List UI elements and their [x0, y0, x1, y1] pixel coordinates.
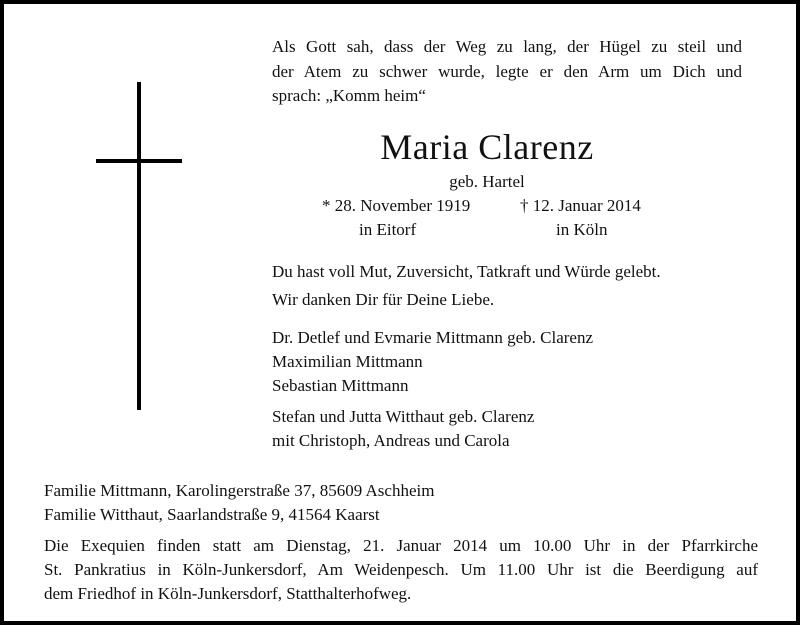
birth-name: geb. Hartel — [449, 172, 525, 191]
quote-line-3: sprach: „Komm heim“ — [272, 86, 426, 105]
deceased-name: Maria Clarenz — [380, 127, 594, 167]
mourner-line: mit Christoph, Andreas und Carola — [272, 431, 510, 450]
death-place: in Köln — [556, 220, 608, 239]
address-line: Familie Witthaut, Saarlandstraße 9, 41564 Kaarst — [44, 505, 380, 524]
address-line: Familie Mittmann, Karolingerstraße 37, 85609 Aschheim — [44, 481, 435, 500]
tribute-line-1: Du hast voll Mut, Zuversicht, Tatkraft und Würde gelebt. — [272, 262, 661, 281]
mourner-line: Maximilian Mittmann — [272, 352, 423, 371]
cross-horizontal-bar — [96, 159, 182, 163]
service-line-1: Die Exequien finden statt am Dienstag, 21. Januar 2014 um 10.00 Uhr in der Pfarrkirche — [44, 536, 758, 555]
mourner-line: Dr. Detlef und Evmarie Mittmann geb. Clarenz — [272, 328, 594, 347]
birth-date: * 28. November 1919 — [322, 196, 471, 215]
service-line-3: dem Friedhof in Köln-Junkersdorf, Statthalterhofweg. — [44, 584, 412, 603]
birth-place: in Eitorf — [359, 220, 417, 239]
cross-vertical-bar — [137, 82, 141, 410]
service-line-2: St. Pankratius in Köln-Junkersdorf, Am Weidenpesch. Um 11.00 Uhr ist die Beerdigung auf — [44, 560, 758, 579]
quote-line-2: der Atem zu schwer wurde, legte er den Arm um Dich und — [272, 62, 742, 81]
tribute-line-2: Wir danken Dir für Deine Liebe. — [272, 290, 495, 309]
mourner-line: Sebastian Mittmann — [272, 376, 409, 395]
quote-line-1: Als Gott sah, dass der Weg zu lang, der Hügel zu steil und — [272, 37, 742, 56]
death-date: † 12. Januar 2014 — [520, 196, 641, 215]
mourner-line: Stefan und Jutta Witthaut geb. Clarenz — [272, 407, 535, 426]
